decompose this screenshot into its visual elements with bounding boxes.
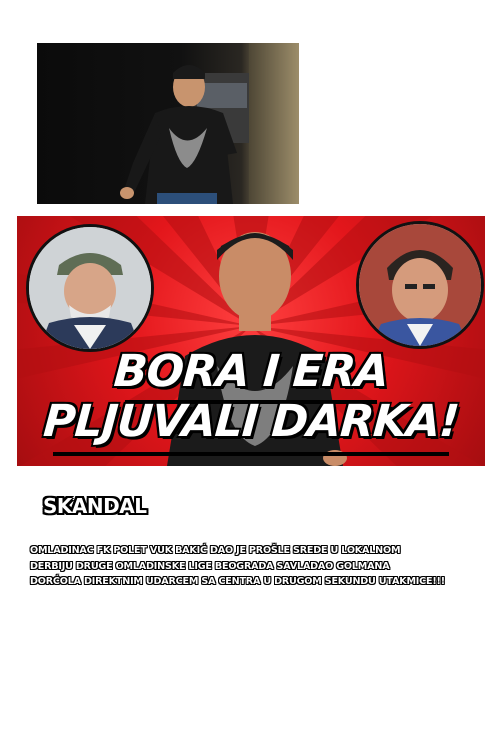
body-line: DORĆOLA DIREKTNIM UDARCEM SA CENTRA U DRUGOM SEKUNDU UTAKMICE!!!: [30, 576, 445, 587]
headline-banner: [17, 216, 485, 466]
headline-underline-2: [53, 452, 449, 456]
avatar-left: [26, 224, 154, 352]
body-line: OMLADINAC FK POLET VUK BAKIĆ DAO JE PROŠLE SREDE U LOKALNOM: [30, 545, 401, 556]
man-walking-night-photo: [37, 43, 299, 204]
top-photo: [37, 43, 299, 204]
avatar-right: [356, 221, 484, 349]
section-tag: SKANDAL: [43, 494, 147, 518]
headline-line-1: BORA I ERA: [112, 346, 390, 397]
body-line: DERBIJU DRUGE OMLADINSKE LIGE BEOGRADA SAVLADAO GOLMANA: [30, 560, 390, 572]
elderly-man-in-cap-photo: [29, 227, 151, 349]
headline-line-2: PLJUVALI DARKA!: [41, 396, 461, 447]
elderly-man-portrait-photo: [359, 224, 481, 346]
article-body: [30, 543, 475, 590]
